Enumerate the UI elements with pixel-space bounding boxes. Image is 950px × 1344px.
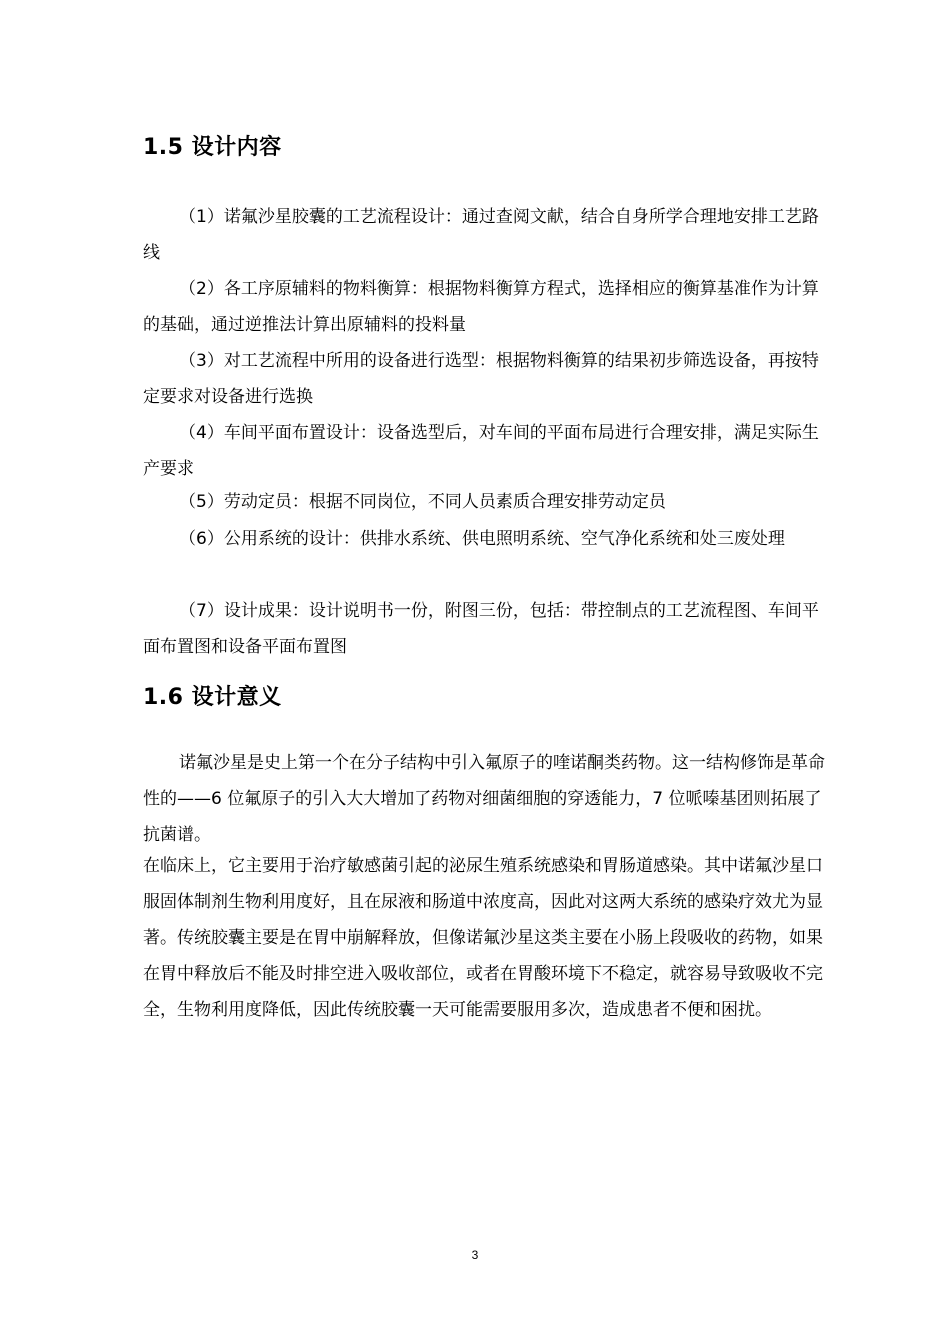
list-item: （4）车间平面布置设计：设备选型后，对车间的平面布局进行合理安排，满足实际生产要求	[143, 423, 819, 479]
list-item: （6）公用系统的设计：供排水系统、供电照明系统、空气净化系统和处三废处理	[179, 529, 785, 549]
section-heading-1-6: 1.6 设计意义	[143, 685, 282, 710]
list-item: （2）各工序原辅料的物料衡算：根据物料衡算方程式，选择相应的衡算基准作为计算的基础，通过逆推法计算出原辅料的投料量	[143, 279, 819, 335]
list-item: （5）劳动定员：根据不同岗位，不同人员素质合理安排劳动定员	[179, 492, 666, 512]
body-paragraph: 在临床上，它主要用于治疗敏感菌引起的泌尿生殖系统感染和胃肠道感染。其中诺氟沙星口服固体制剂生物利用度好，且在尿液和肠道中浓度高，因此对这两大系统的感染疗效尤为显著。传统胶囊主要是在胃中崩解释放，但像诺氟沙星这类主要在小肠上段吸收的药物，如果在胃中释放后不能及时排空进入吸收部位，或者在胃酸环境下不稳定，就容易导致吸收不完全，生物利用度降低，因此传统胶囊一天可能需要服用多次，造成患者不便和困扰。	[143, 856, 823, 1020]
page-number: 3	[471, 1248, 479, 1262]
list-item: （1）诺氟沙星胶囊的工艺流程设计：通过查阅文献，结合自身所学合理地安排工艺路线	[143, 207, 819, 263]
section-heading-1-5: 1.5 设计内容	[143, 135, 282, 160]
list-item: （3）对工艺流程中所用的设备进行选型：根据物料衡算的结果初步筛选设备，再按特定要求对设备进行选换	[143, 351, 819, 407]
body-paragraph: 诺氟沙星是史上第一个在分子结构中引入氟原子的喹诺酮类药物。这一结构修饰是革命性的——6 位氟原子的引入大大增加了药物对细菌细胞的穿透能力，7 位哌嗪基团则拓展了抗菌谱。	[143, 753, 825, 845]
list-item: （7）设计成果：设计说明书一份，附图三份，包括：带控制点的工艺流程图、车间平面布置图和设备平面布置图	[143, 601, 819, 657]
